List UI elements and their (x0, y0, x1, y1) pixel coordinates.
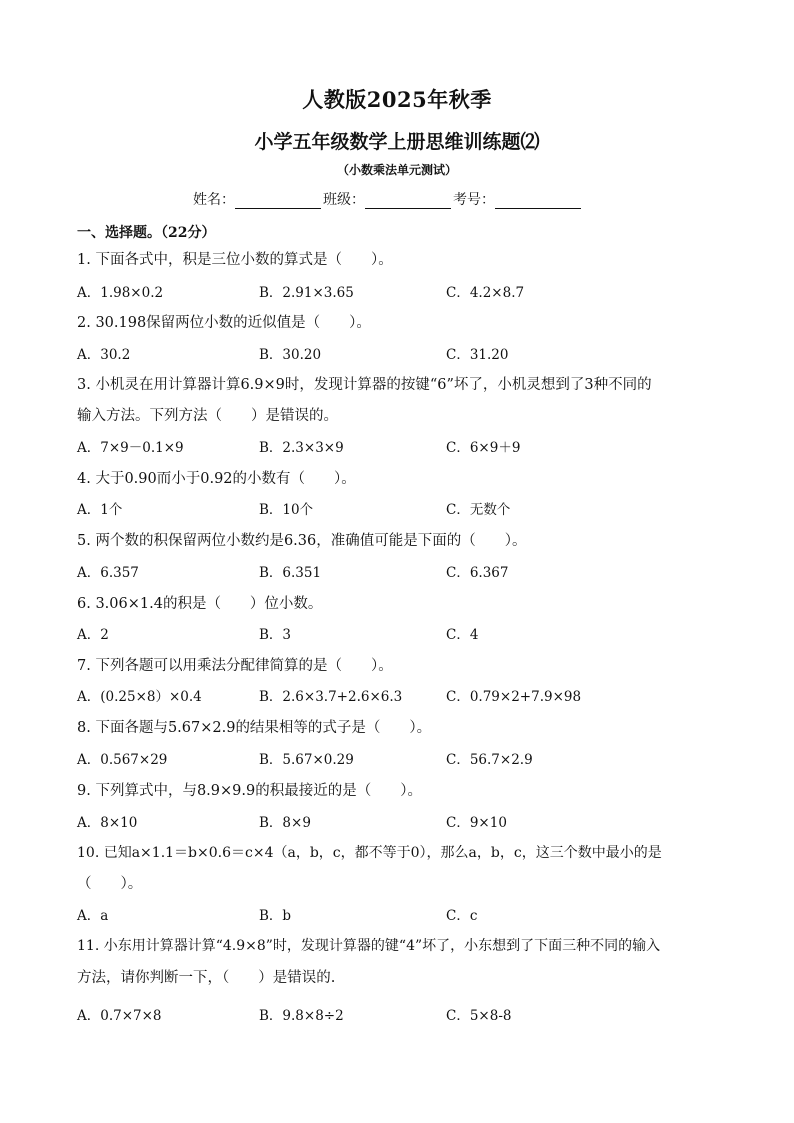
question-10-text-line-2: （ ）。 (77, 876, 143, 892)
question-3-option-c: C．6×9＋9 (446, 440, 521, 456)
question-11-option-b: B．9.8×8÷2 (259, 1008, 344, 1024)
question-2-option-a: A．30.2 (77, 347, 131, 363)
question-3-text-line-1: 3. 小机灵在用计算器计算6.9×9时，发现计算器的按键“6”坏了，小机灵想到了3种不同的 (77, 377, 652, 393)
question-11-option-a: A．0.7×7×8 (77, 1008, 162, 1024)
question-3-text-line-2: 输入方法。下列方法（ ）是错误的。 (77, 408, 338, 424)
question-5-option-a: A．6.357 (77, 565, 139, 581)
question-9-option-a: A．8×10 (77, 815, 138, 831)
question-8-option-c: C．56.7×2.9 (446, 752, 533, 768)
question-9-option-c: C．9×10 (446, 815, 507, 831)
question-4-text: 4. 大于0.90而小于0.92的小数有（ ）。 (77, 471, 356, 487)
question-11-text-line-2: 方法，请你判断一下，（ ）是错误的. (77, 970, 336, 986)
name-blank (235, 192, 321, 209)
question-11-text-line-1: 11. 小东用计算器计算“4.9×8”时，发现计算器的键“4”坏了，小东想到了下面三种不同的输入 (77, 938, 661, 954)
question-4-option-b: B．10个 (259, 502, 314, 518)
title-line-2: 小学五年级数学上册思维训练题⑵ (254, 131, 540, 153)
question-7-option-c: C．0.79×2+7.9×98 (446, 689, 582, 705)
question-2-option-b: B．30.20 (259, 347, 322, 363)
section-heading: 一、选择题。（22分） (77, 225, 216, 241)
question-10-option-c: C．c (446, 908, 478, 924)
title-line-1: 人教版2025年秋季 (302, 87, 492, 112)
question-6-option-a: A．2 (77, 627, 109, 643)
question-5-option-b: B．6.351 (259, 565, 322, 581)
question-8-text: 8. 下面各题与5.67×2.9的结果相等的式子是（ ）。 (77, 720, 432, 736)
question-1-option-c: C．4.2×8.7 (446, 285, 525, 301)
question-2-text: 2. 30.198保留两位小数的近似值是（ ）。 (77, 315, 371, 331)
exam-no-blank (495, 192, 581, 209)
question-5-option-c: C．6.367 (446, 565, 509, 581)
student-info-row (193, 189, 583, 209)
question-7-option-a: A．(0.25×8）×0.4 (77, 689, 202, 705)
question-10-option-b: B．b (259, 908, 292, 924)
question-9-text: 9. 下列算式中，与8.9×9.9的积最接近的是（ ）。 (77, 783, 422, 799)
question-3-option-b: B．2.3×3×9 (259, 440, 344, 456)
question-4-option-c: C．无数个 (446, 502, 511, 518)
question-10-option-a: A．a (77, 908, 109, 924)
class-blank (365, 192, 451, 209)
question-11-option-c: C．5×8-8 (446, 1008, 512, 1024)
question-2-option-c: C．31.20 (446, 347, 509, 363)
question-1-text: 1. 下面各式中，积是三位小数的算式是（ ）。 (77, 252, 393, 268)
subtitle: （小数乘法单元测试） (336, 163, 457, 177)
question-4-option-a: A．1个 (77, 502, 123, 518)
class-label: 班级： (323, 192, 365, 208)
question-7-text: 7. 下列各题可以用乘法分配律简算的是（ ）。 (77, 658, 393, 674)
question-9-option-b: B．8×9 (259, 815, 311, 831)
name-label: 姓名： (193, 192, 235, 208)
question-5-text: 5. 两个数的积保留两位小数约是6.36，准确值可能是下面的（ ）。 (77, 533, 527, 549)
question-10-text-line-1: 10. 已知a×1.1＝b×0.6＝c×4（a，b，c，都不等于0），那么a，b，c，这三个数中最小的是 (77, 845, 662, 861)
question-8-option-a: A．0.567×29 (77, 752, 168, 768)
question-3-option-a: A．7×9－0.1×9 (77, 440, 184, 456)
question-1-option-b: B．2.91×3.65 (259, 285, 354, 301)
question-7-option-b: B．2.6×3.7+2.6×6.3 (259, 689, 403, 705)
question-1-option-a: A．1.98×0.2 (77, 285, 164, 301)
question-6-option-b: B．3 (259, 627, 292, 643)
question-6-text: 6. 3.06×1.4的积是（ ）位小数。 (77, 596, 323, 612)
exam-no-label: 考号： (453, 192, 495, 208)
question-6-option-c: C．4 (446, 627, 479, 643)
question-8-option-b: B．5.67×0.29 (259, 752, 354, 768)
